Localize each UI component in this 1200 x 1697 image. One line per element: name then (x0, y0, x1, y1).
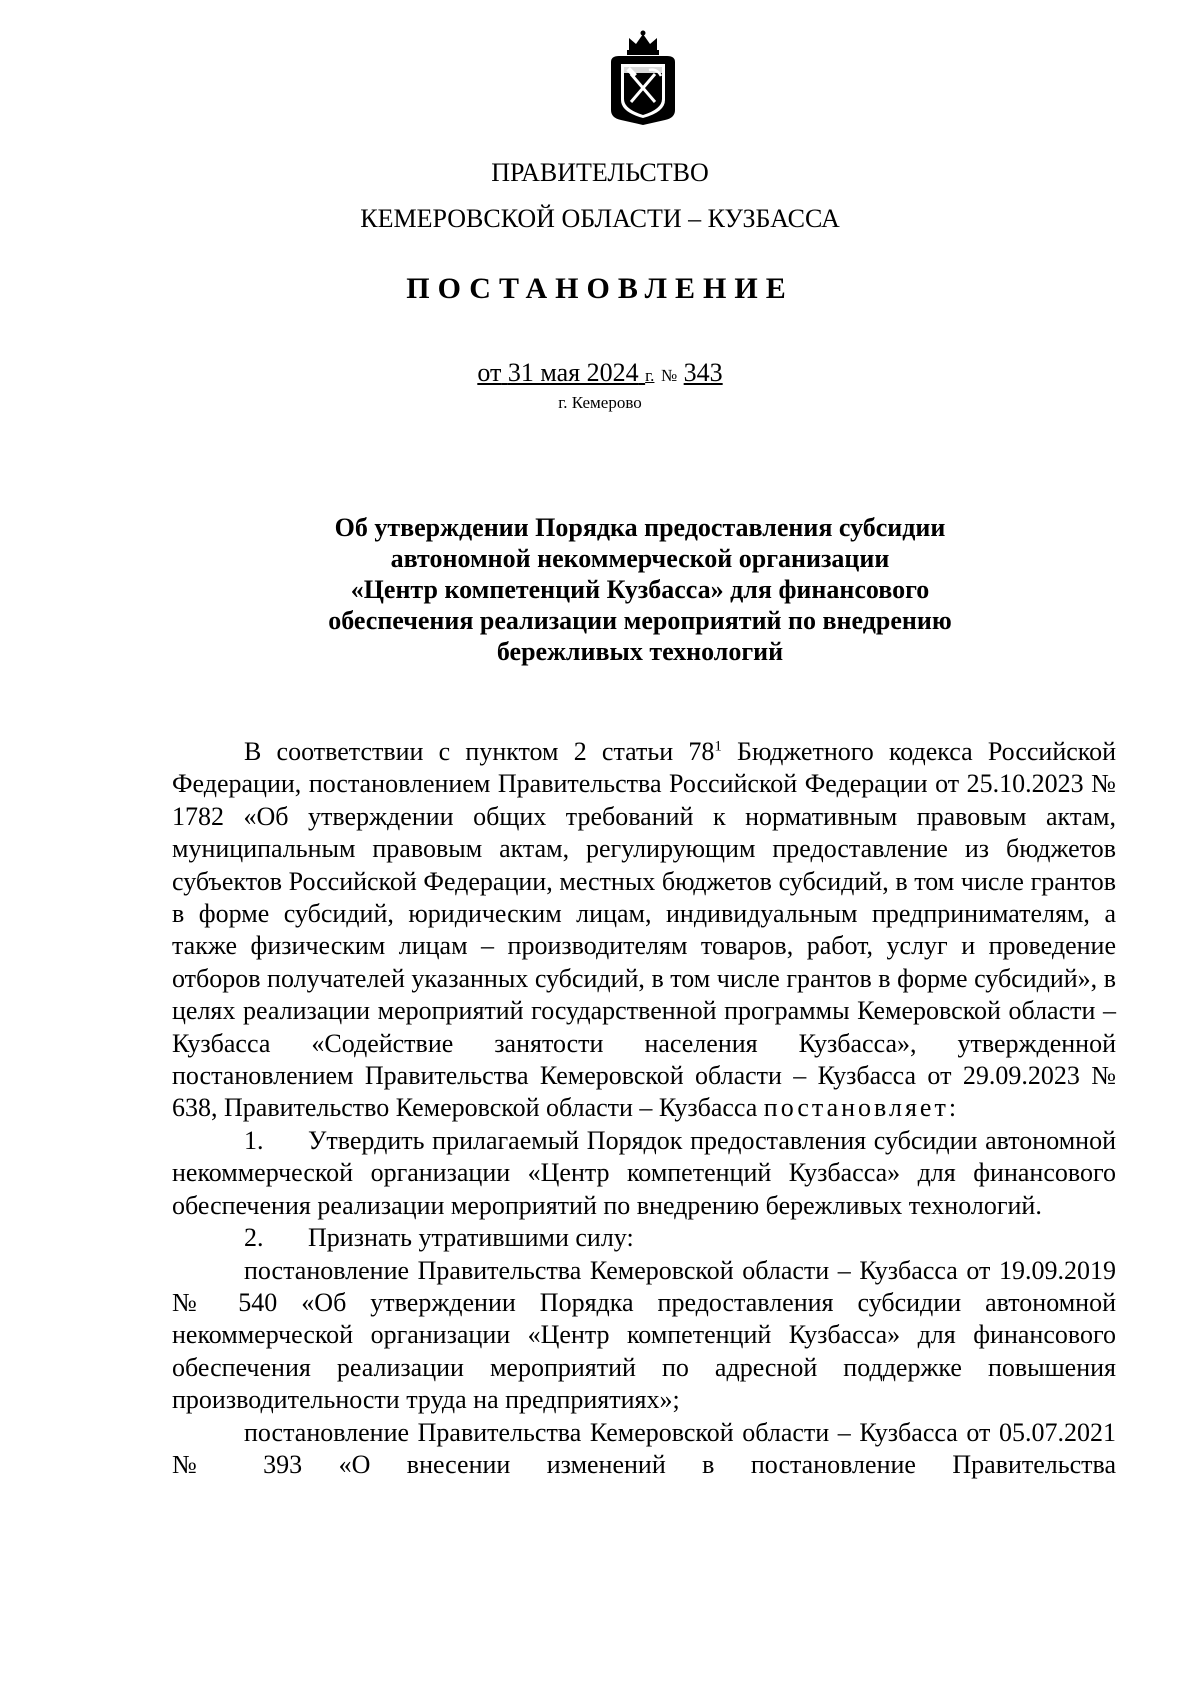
title-line: обеспечения реализации мероприятий по внедрению (328, 606, 952, 635)
government-name-line2: КЕМЕРОВСКОЙ ОБЛАСТИ – КУЗБАССА (360, 204, 840, 233)
item-2-number: 2. (244, 1223, 264, 1253)
preamble-text-part1: В соответствии с пунктом 2 статьи 78 (244, 737, 715, 766)
item-1-paragraph (172, 1125, 1116, 1222)
item-1-number: 1. (244, 1125, 264, 1155)
date-prefix: от (477, 358, 502, 387)
preamble-text-part2: Бюджетного кодекса Российской Федерации, постановлением Правительства Российской Федерации от 25.10.2023 № 1782 «Об утверждении общих требований к нормативным правовым актам, муниципальным правовым актам, регулирующим предоставление из бюджетов субъектов Российской Федерации, местных бюджетов субсидий, в том числе грантов в форме субсидий, юридическим лицам, индивидуальным предпринимателям, а также физическим лицам – производителям товаров, работ, услуг и проведение отборов получателей указанных субсидий, в том числе грантов в форме субсидий», в целях реализации мероприятий государственной программы Кемеровской области – Кузбасса «Содействие занятости населения Кузбасса», утвержденной постановлением Правительства Кемеровской области – Кузбасса от 29.09.2023 № 638, Правительство Кемеровской области – Кузбасса (172, 737, 1116, 1123)
city-name: г. Кемерово (558, 393, 642, 412)
title-line: бережливых технологий (496, 637, 784, 666)
year-suffix: г. (645, 366, 655, 385)
preamble-verb: постановляет (763, 1093, 949, 1123)
item-2-paragraph (172, 1222, 1116, 1254)
preamble-paragraph (172, 736, 1116, 1125)
item-2-text: Признать утратившими силу: (308, 1223, 634, 1253)
article-superscript: 1 (714, 738, 722, 755)
document-type: ПОСТАНОВЛЕНИЕ (406, 272, 794, 305)
repeal-item-2: постановление Правительства Кемеровской области – Кузбасса от 05.07.2021 № 393 «О внесении изменений в постановление Правительства (172, 1417, 1116, 1479)
preamble-end: : (948, 1093, 957, 1123)
document-body (172, 736, 1116, 1481)
document-date-number (0, 358, 1200, 391)
government-name-line1: ПРАВИТЕЛЬСТВО (491, 158, 709, 187)
item-1-text: Утвердить прилагаемый Порядок предоставления субсидии автономной некоммерческой организации «Центр компетенций Кузбасса» для финансового обеспечения реализации мероприятий по внедрению бережливых технологий. (172, 1125, 1116, 1220)
kuzbass-coat-of-arms-icon (605, 30, 681, 126)
number-sign: № (660, 366, 678, 385)
title-line: Об утверждении Порядка предоставления субсидии (334, 513, 946, 542)
title-line: «Центр компетенций Кузбасса» для финансового (350, 575, 930, 604)
date-value: 31 мая 2024 (507, 358, 639, 387)
number-value: 343 (683, 358, 723, 387)
title-line: автономной некоммерческой организации (390, 544, 890, 573)
document-title (290, 512, 990, 667)
repeal-item-1: постановление Правительства Кемеровской области – Кузбасса от 19.09.2019 № 540 «Об утверждении Порядка предоставления субсидии автономной некоммерческой организации «Центр компетенций Кузбасса» для финансового обеспечения реализации мероприятий по адресной поддержке повышения производительности труда на предприятиях»; (172, 1255, 1116, 1415)
